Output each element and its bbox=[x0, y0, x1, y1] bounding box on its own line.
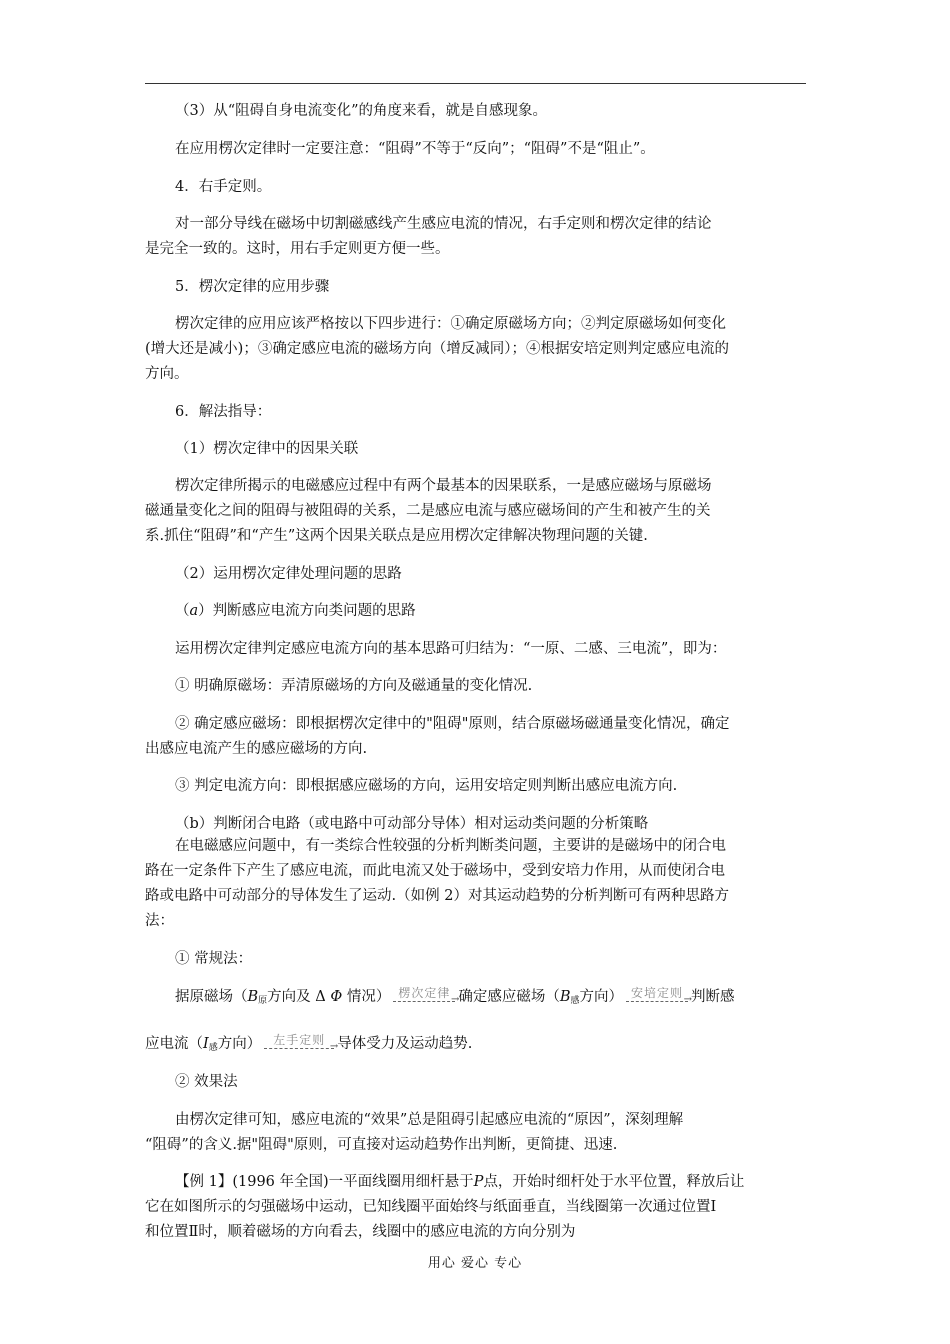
paragraph-line: 磁通量变化之间的阻碍与被阻碍的关系，二是感应电流与感应磁场间的产生和被产生的关 bbox=[145, 503, 711, 519]
example-line: 和位置Ⅱ时，顺着磁场的方向看去，线圈中的感应电流的方向分别为 bbox=[145, 1224, 576, 1240]
paragraph-line: 楞次定律的应用应该严格按以下四步进行：①确定原磁场方向；②判定原磁场如何变化 bbox=[175, 316, 726, 332]
method-heading: ② 效果法 bbox=[175, 1074, 238, 1090]
paragraph-line: 是完全一致的。这时，用右手定则更方便一些。 bbox=[145, 241, 450, 257]
method-heading: ① 常规法： bbox=[175, 951, 253, 967]
paragraph-line: 系.抓住“阻碍”和“产生”这两个因果关联点是应用楞次定律解决物理问题的关键. bbox=[145, 528, 648, 544]
subsection-heading: （1）楞次定律中的因果关联 bbox=[175, 441, 359, 457]
formula-line-2: 应电流（$I_感$方向） 左手定则 → 导体受力及运动趋势. bbox=[145, 1033, 473, 1053]
arrow-ampere-rule: 安培定则 → bbox=[626, 991, 688, 1004]
list-item: ① 明确原磁场：弄清原磁场的方向及磁通量的变化情况. bbox=[175, 678, 533, 694]
paragraph-line: 在电磁感应问题中，有一类综合性较强的分析判断类问题，主要讲的是磁场中的闭合电 bbox=[175, 838, 726, 854]
paragraph-line: 由楞次定律可知，感应电流的“效果”总是阻碍引起感应电流的“原因”，深刻理解 bbox=[175, 1112, 684, 1128]
formula-line-1: 据原磁场（$B_原$方向及 Δ Φ 情况） 楞次定律 → 确定感应磁场（$B_感$方向） 安培定则 → 判断感 bbox=[175, 986, 735, 1006]
example-line: 【例 1】(1996 年全国)一平面线圈用细杆悬于P点，开始时细杆处于水平位置，释放后让 bbox=[175, 1174, 745, 1190]
section-heading: 4．右手定则。 bbox=[175, 179, 272, 195]
paragraph-line: 运用楞次定律判定感应电流方向的基本思路可归结为：“一原、二感、三电流”，即为： bbox=[175, 641, 727, 657]
paragraph-line: 路在一定条件下产生了感应电流，而此电流又处于磁场中，受到安培力作用，从而使闭合电 bbox=[145, 863, 725, 879]
paragraph-line: 法： bbox=[145, 913, 174, 929]
paragraph-line: (增大还是减小)；③确定感应电流的磁场方向（增反减同）；④根据安培定则判定感应电流的 bbox=[145, 341, 730, 357]
list-item-continued: 出感应电流产生的感应磁场的方向. bbox=[145, 741, 368, 757]
example-line: 它在如图所示的匀强磁场中运动，已知线圈平面始终与纸面垂直，当线圈第一次通过位置Ⅰ bbox=[145, 1199, 717, 1215]
paragraph-line: 对一部分导线在磁场中切割磁感线产生感应电流的情况，右手定则和楞次定律的结论 bbox=[175, 216, 712, 232]
subsection-heading: （2）运用楞次定律处理问题的思路 bbox=[175, 566, 402, 582]
paragraph-line: 在应用楞次定律时一定要注意：“阻碍”不等于“反向”；“阻碍”不是“阻止”。 bbox=[175, 141, 655, 157]
subsection-heading-a: （a）判断感应电流方向类问题的思路 bbox=[175, 603, 416, 619]
subsection-heading: （b）判断闭合电路（或电路中可动部分导体）相对运动类问题的分析策略 bbox=[175, 816, 649, 832]
paragraph-line: 楞次定律所揭示的电磁感应过程中有两个最基本的因果联系，一是感应磁场与原磁场 bbox=[175, 478, 712, 494]
section-heading: 6．解法指导： bbox=[175, 404, 272, 420]
arrow-left-hand-rule: 左手定则 → bbox=[264, 1038, 334, 1051]
paragraph-line: （3）从“阻碍自身电流变化”的角度来看，就是自感现象。 bbox=[175, 103, 548, 119]
arrow-lenz-law: 楞次定律 → bbox=[393, 991, 455, 1004]
header-rule bbox=[145, 83, 806, 84]
paragraph-line: 路或电路中可动部分的导体发生了运动.（如例 2）对其运动趋势的分析判断可有两种思路方 bbox=[145, 888, 729, 904]
paragraph-line: 方向。 bbox=[145, 366, 189, 382]
list-item: ② 确定感应磁场：即根据楞次定律中的"阻碍"原则，结合原磁场磁通量变化情况，确定 bbox=[175, 716, 730, 732]
list-item: ③ 判定电流方向：即根据感应磁场的方向，运用安培定则判断出感应电流方向. bbox=[175, 778, 678, 794]
paragraph-line: “阻碍”的含义.据"阻碍"原则，可直接对运动趋势作出判断，更简捷、迅速. bbox=[145, 1137, 618, 1153]
section-heading: 5．楞次定律的应用步骤 bbox=[175, 279, 330, 295]
page-footer: 用心 爱心 专心 bbox=[427, 1256, 523, 1271]
